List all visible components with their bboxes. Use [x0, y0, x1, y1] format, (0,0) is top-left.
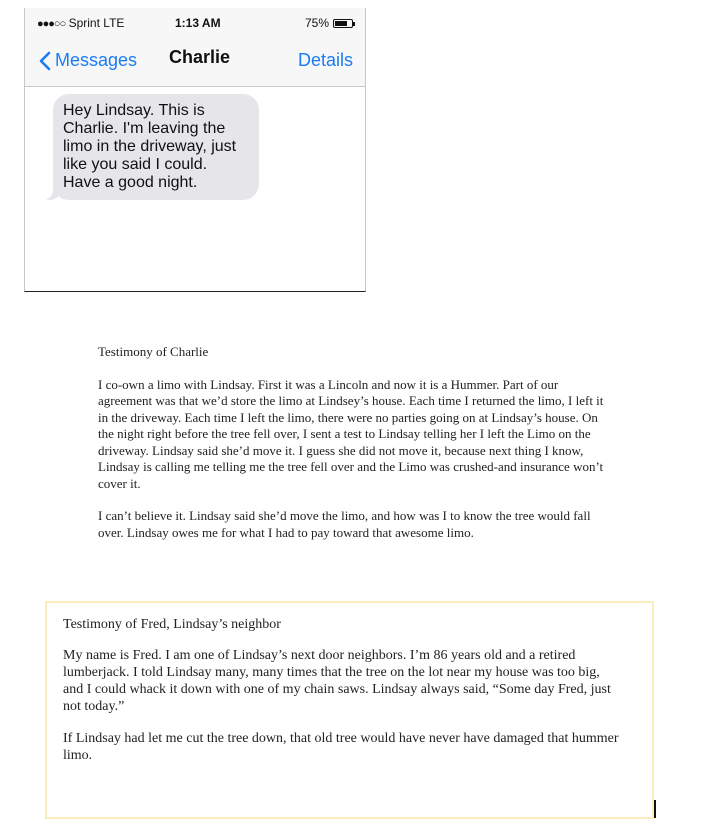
- message-bubble: Hey Lindsay. This is Charlie. I'm leaving the limo in the driveway, just like you said I could. Have a good night.: [53, 94, 259, 200]
- status-bar: [25, 8, 365, 36]
- charlie-testimony: [98, 344, 608, 557]
- carrier-info: [37, 16, 124, 30]
- nav-bar: [25, 36, 365, 87]
- battery-icon: [333, 19, 353, 28]
- network-type: LTE: [103, 16, 125, 30]
- chevron-left-icon: [39, 51, 51, 71]
- back-button[interactable]: [39, 50, 137, 71]
- charlie-heading: Testimony of Charlie: [98, 344, 209, 359]
- charlie-paragraph-2: I can’t believe it. Lindsay said she’d move the limo, and how was I to know the tree would fall over. Lindsay owes me for what I had to pay toward that awesome limo.: [98, 508, 591, 540]
- back-label: Messages: [55, 50, 138, 70]
- text-cursor: [654, 800, 656, 818]
- fred-paragraph-2: If Lindsay had let me cut the tree down, that old tree would have never have damaged that hummer limo.: [63, 731, 619, 763]
- fred-paragraph-1: My name is Fred. I am one of Lindsay’s next door neighbors. I’m 86 years old and a retired lumberjack. I told Lindsay many, many times that the tree on the lot near my house was too big, and I could whack it down with one of my chain saws. Lindsay always said, “Some day Fred, just not today.”: [63, 648, 611, 714]
- signal-strength-icon: ●●●○○: [37, 18, 66, 30]
- details-button[interactable]: Details: [297, 50, 353, 70]
- conversation-title: Charlie: [169, 47, 231, 67]
- fred-heading: Testimony of Fred, Lindsay’s neighbor: [63, 617, 281, 632]
- battery-percent: 75%: [304, 16, 329, 30]
- charlie-paragraph-1: I co-own a limo with Lindsay. First it was a Lincoln and now it is a Hummer. Part of our agreement was that we’d store the limo at Lindsey’s house. Each time I returned the limo, I left it in the driveway. Each time I left the limo, there were no parties going on at Lindsay’s house. On the night right before the tree fell over, I sent a test to Lindsay telling her I left the Limo on the driveway. Lindsay said she’d move it. I guess she did not move it, because next thing I know, Lindsay is calling me telling me the tree fell over and the Limo was crushed-and insurance won’t cover it.: [98, 376, 604, 491]
- status-time: 1:13 AM: [175, 16, 221, 30]
- phone-screenshot: [24, 8, 366, 292]
- battery-status: [305, 16, 353, 30]
- carrier-name: Sprint: [68, 16, 100, 30]
- fred-testimony: [63, 616, 623, 779]
- fred-testimony-box: [45, 601, 654, 819]
